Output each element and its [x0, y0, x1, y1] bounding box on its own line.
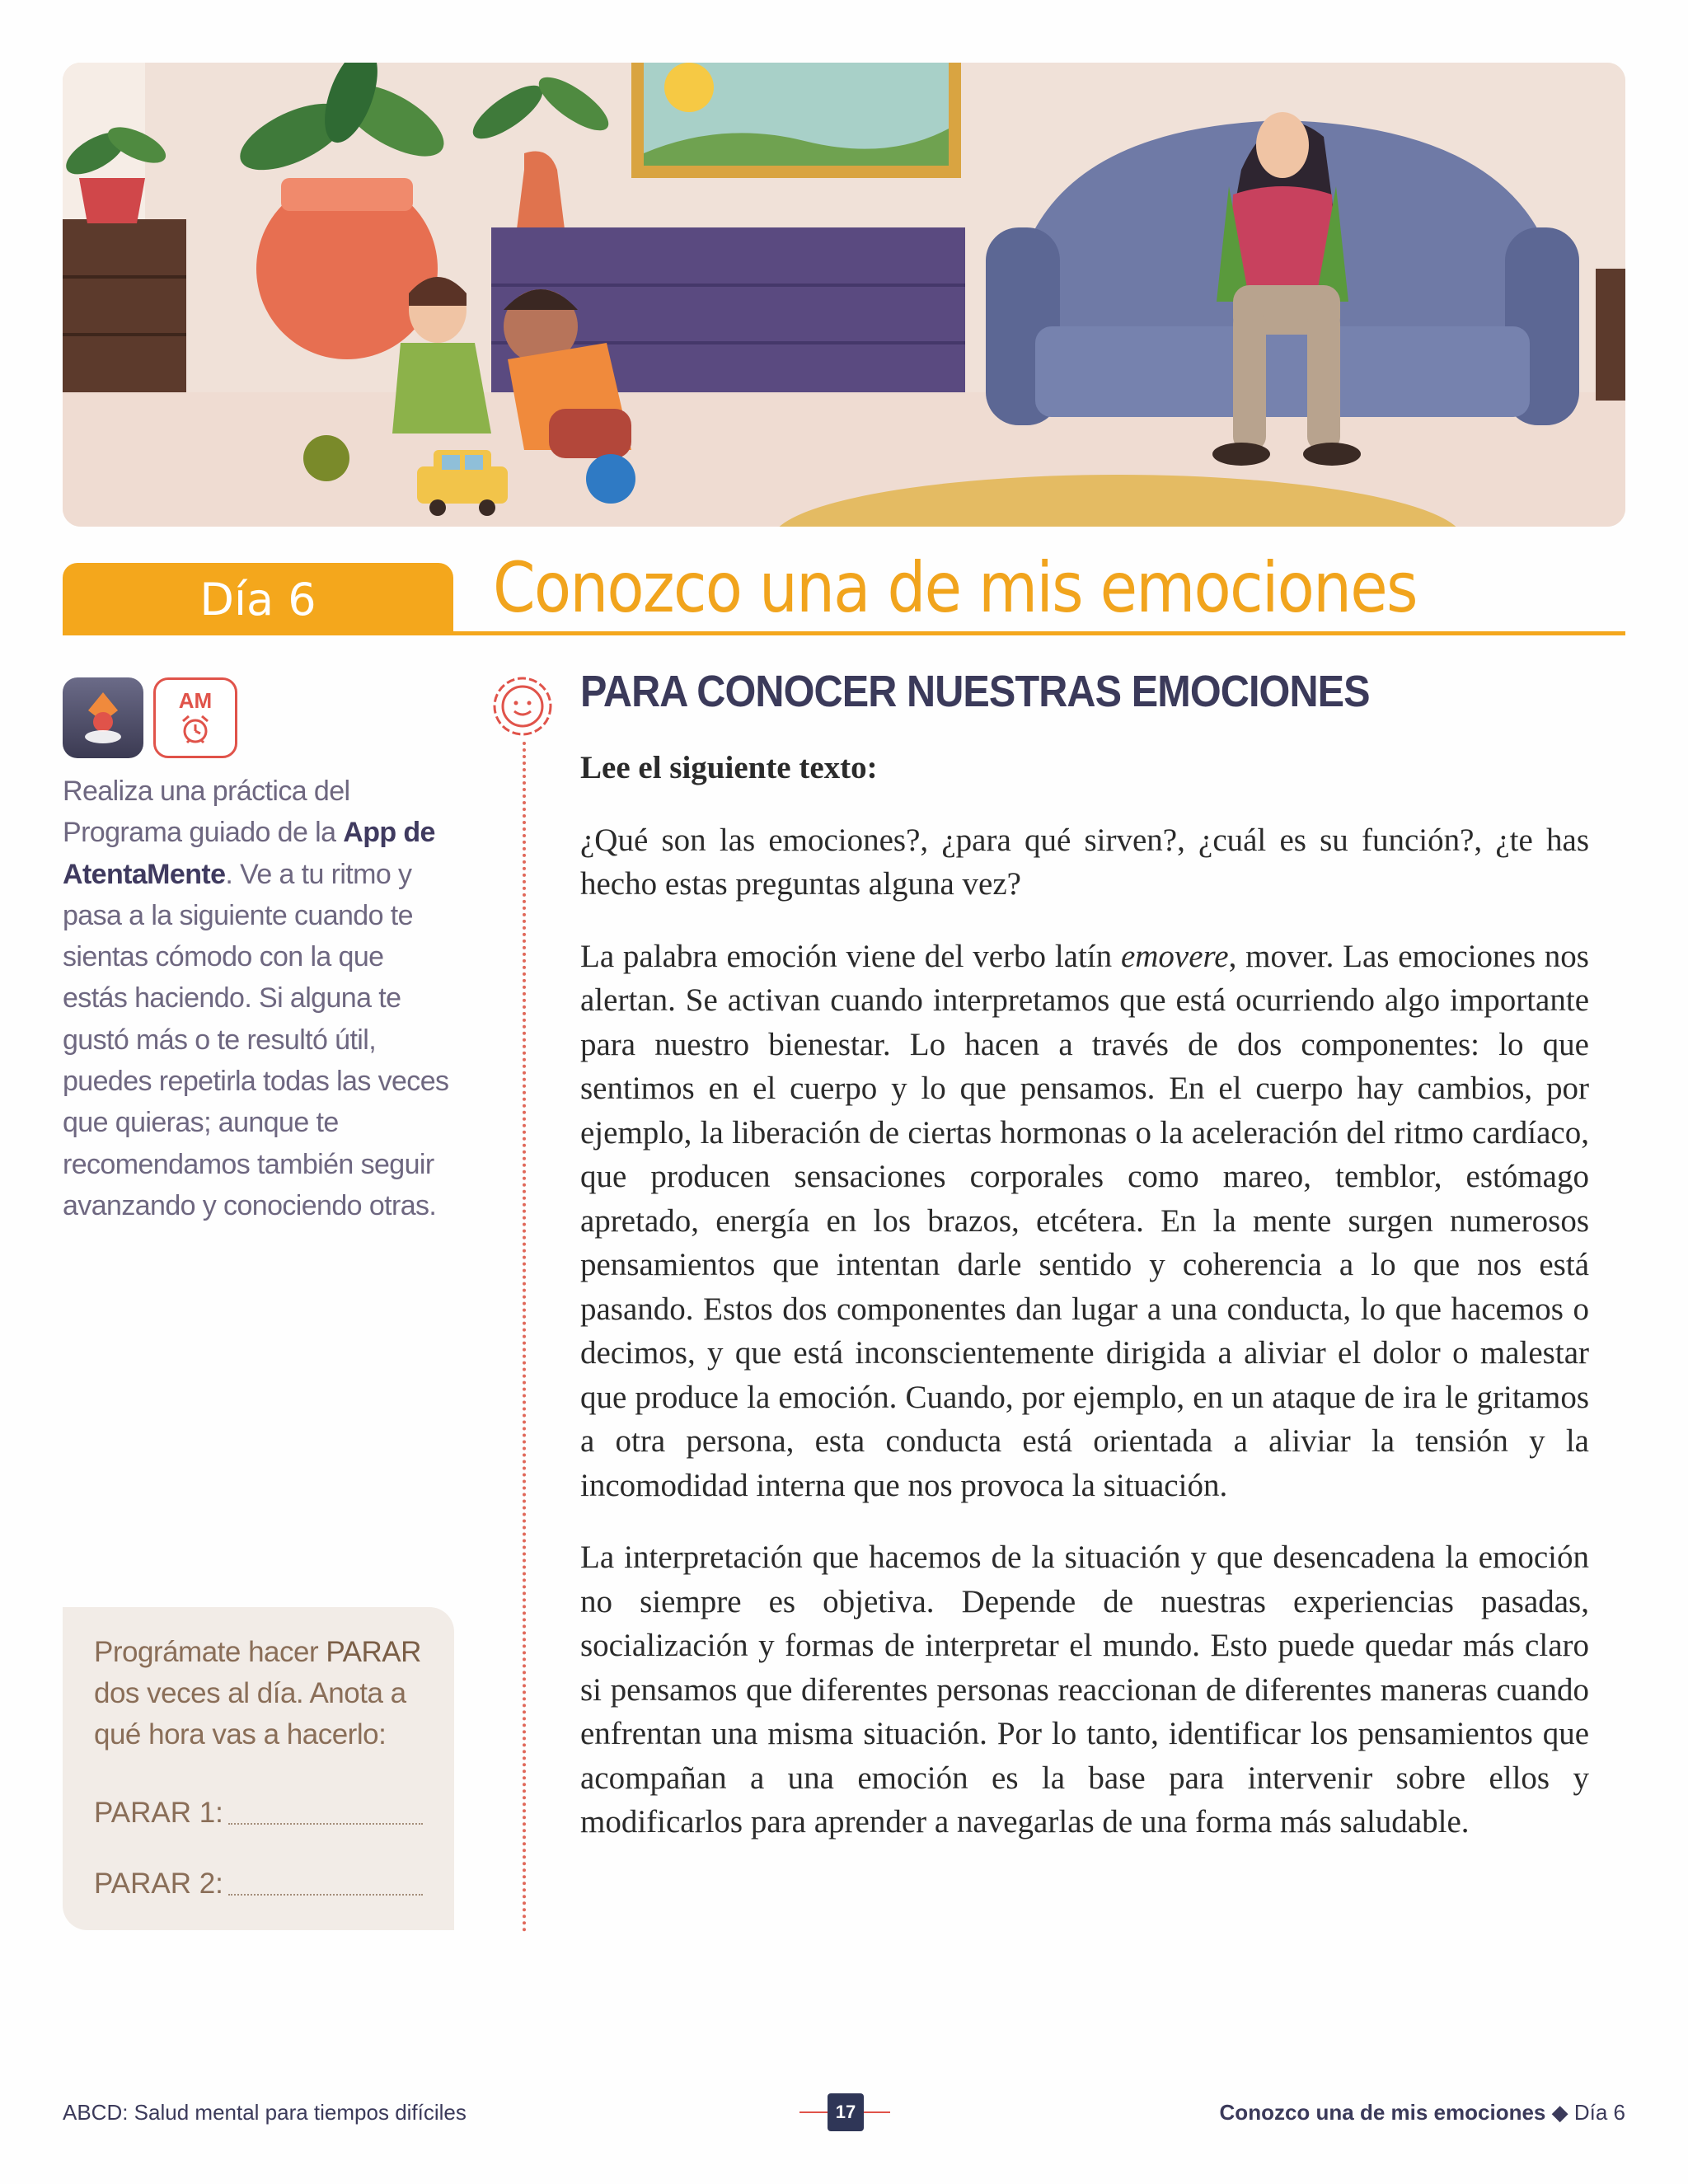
section-title: PARA CONOCER NUESTRAS EMOCIONES	[580, 667, 1370, 716]
day-label: Día 6	[199, 573, 316, 626]
alarm-am-label: AM	[178, 688, 213, 713]
lead-text: Lee el siguiente texto:	[580, 750, 878, 785]
smiley-icon	[491, 673, 557, 739]
paragraph-3: La interpretación que hacemos de la situación y que desencadena la emoción no siempre es objetiva. Depende de nuestras experiencias pasadas, socialización y formas de interpretar el mundo. Esto puede quedar más claro si pensamos que diferentes personas reaccionan de diferentes maneras cuando enfrentan una misma situación. Por lo tanto, identificar los pensamientos que acompañan a una emoción es la base para intervenir sobre ellos y modificarlos para aprender a navegarlas de una forma más saludable.	[580, 1540, 1589, 1840]
page-number-marker	[799, 2093, 890, 2131]
parar-1-label: PARAR 1:	[94, 1797, 223, 1829]
page-number: 17	[828, 2093, 864, 2131]
section-divider	[523, 742, 526, 1933]
footer-chapter: Conozco una de mis emociones ◆ Día 6	[1219, 2100, 1625, 2125]
parar-2-line	[94, 1868, 423, 1900]
parar-2-field[interactable]	[228, 1871, 423, 1896]
section-body	[580, 746, 1589, 1872]
living-room-illustration	[63, 63, 1625, 527]
paragraph-2: La palabra emoción viene del verbo latín emovere, mover. Las emociones nos alertan. Se activan cuando interpretamos que está ocurriendo algo importante para nuestro bienestar. Lo hacen a través de dos componentes: lo que sentimos en el cuerpo y lo que pensamos. En el cuerpo hay cambios, por ejemplo, la liberación de ciertas hormonas o la aceleración del ritmo cardíaco, que producen sensaciones corporales como mareo, temblor, estómago apretado, energía en los brazos, etcétera. En la mente surgen numerosos pensamientos que intentan darle sentido y coherencia a lo que nos está pasando. Estos dos componentes dan lugar a una conducta, lo que hacemos o decimos, y que está inconscientemente dirigida a aliviar el dolor o malestar que produce la emoción. Cuando, por ejemplo, en un ataque de ira le gritamos a otra persona, esta conducta está orientada a aliviar la tensión y la incomodidad interna que nos provoca la situación.	[580, 938, 1589, 1503]
page-title: Conozco una de mis emociones	[493, 547, 1417, 628]
footer-book-title: ABCD: Salud mental para tiempos difíciles	[63, 2100, 467, 2125]
parar-2-label: PARAR 2:	[94, 1868, 223, 1900]
hero-illustration	[63, 63, 1625, 527]
alarm-clock-icon	[153, 677, 237, 758]
plan-intro: Prográmate hacer PARAR dos veces al día. Anota a qué hora vas a hacerlo:	[94, 1636, 421, 1750]
paragraph-1: ¿Qué son las emociones?, ¿para qué sirven?, ¿cuál es su función?, ¿te has hecho estas preguntas alguna vez?	[580, 822, 1589, 902]
title-rule	[63, 631, 1625, 635]
plan-box	[63, 1607, 454, 1930]
parar-1-line	[94, 1797, 423, 1830]
app-name: App de AtentaMente	[63, 817, 435, 890]
atentamente-app-icon	[63, 677, 143, 758]
sidebar-instructions: Realiza una práctica del Programa guiado de la App de AtentaMente. Ve a tu ritmo y pasa a la siguiente cuando te sientas cómodo con la que estás haciendo. Si alguna te gustó más o te resultó útil, puedes repetirla todas las veces que quieras; aunque te recomendamos también seguir avanzando y conociendo otras.	[63, 776, 449, 1221]
day-tab	[63, 563, 453, 635]
parar-1-field[interactable]	[228, 1800, 423, 1825]
